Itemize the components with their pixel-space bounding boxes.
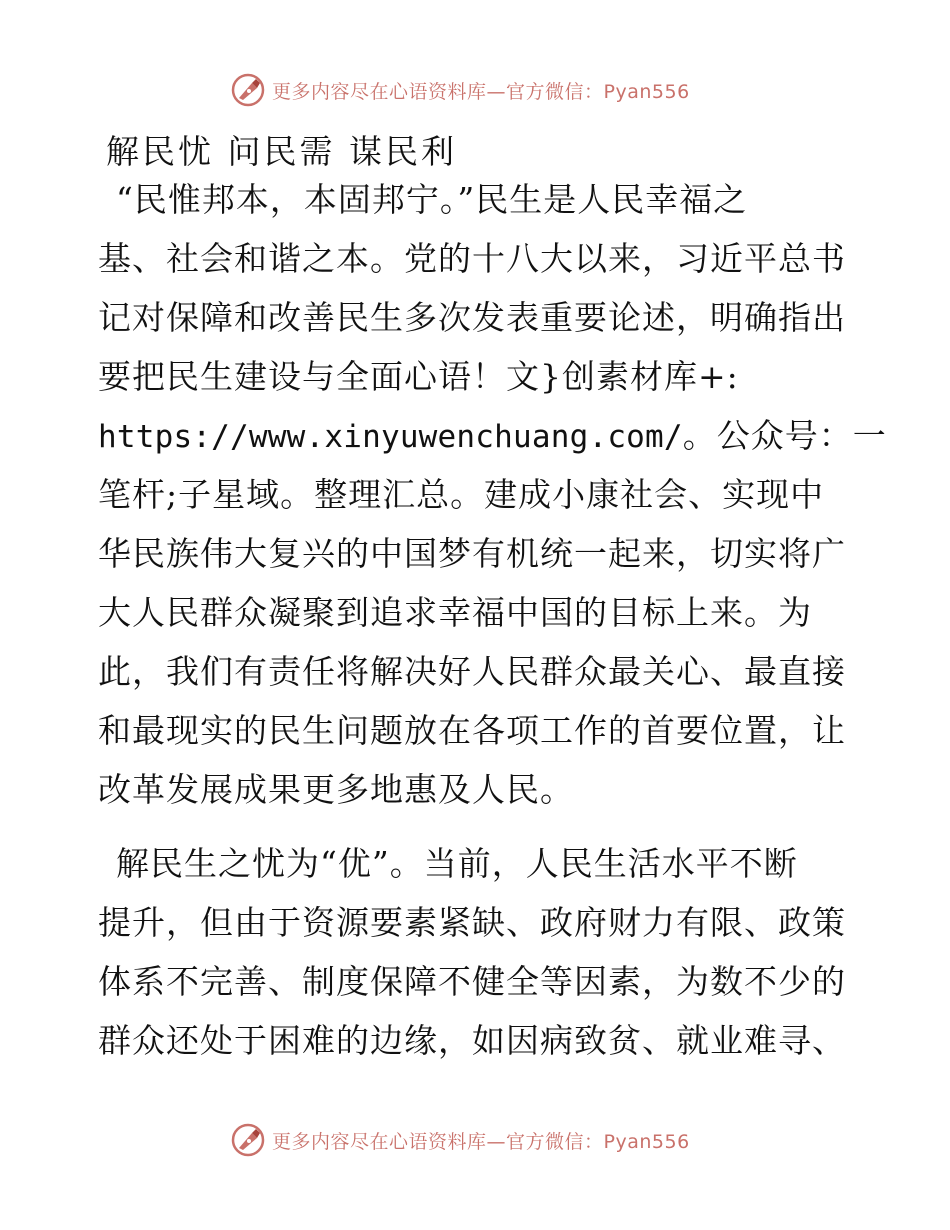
text-line-url [98, 406, 887, 465]
text-line: 华民族伟大复兴的中国梦有机统一起来，切实将广 [98, 534, 846, 573]
text-line: 要把民生建设与全面心语！文}创素材库+: [98, 357, 739, 396]
text-line: 提升，但由于资源要素紧缺、政府财力有限、政策 [98, 903, 846, 942]
text-line: 此，我们有责任将解决好人民群众最关心、最直接 [98, 652, 846, 691]
header-watermark [230, 72, 690, 108]
footer-watermark [230, 1122, 690, 1158]
footer-watermark-text: 更多内容尽在心语资料库—官方微信：Pyan556 [272, 1130, 690, 1153]
document-title: 解民忧 问民需 谋民利 [106, 132, 457, 171]
text-line: 改革发展成果更多地惠及人民。 [98, 770, 574, 809]
paragraph-2 [98, 834, 858, 1070]
text-line: 解民生之忧为“优”。当前，人民生活水平不断 [116, 844, 798, 883]
url-line-tail: 。公众号：一 [682, 416, 887, 455]
url-text: https://www.xinyuwenchuang.com/ [98, 419, 683, 455]
text-line: 笔杆;子星域。整理汇总。建成小康社会、实现中 [98, 475, 825, 514]
text-line: 体系不完善、制度保障不健全等因素，为数不少的 [98, 962, 846, 1001]
pen-nib-logo-icon [230, 1122, 266, 1158]
pen-nib-logo-icon [230, 72, 266, 108]
text-line: 大人民群众凝聚到追求幸福中国的目标上来。为 [98, 593, 812, 632]
text-line: 和最现实的民生问题放在各项工作的首要位置，让 [98, 711, 846, 750]
header-watermark-text: 更多内容尽在心语资料库—官方微信：Pyan556 [272, 80, 690, 103]
text-line: 基、社会和谐之本。党的十八大以来，习近平总书 [98, 239, 846, 278]
text-line: “民惟邦本，本固邦宁。”民生是人民幸福之 [116, 180, 748, 219]
text-line: 记对保障和改善民生多次发表重要论述，明确指出 [98, 298, 846, 337]
text-line: 群众还处于困难的边缘，如因病致贫、就业难寻、 [98, 1021, 846, 1060]
paragraph-1 [98, 170, 887, 819]
